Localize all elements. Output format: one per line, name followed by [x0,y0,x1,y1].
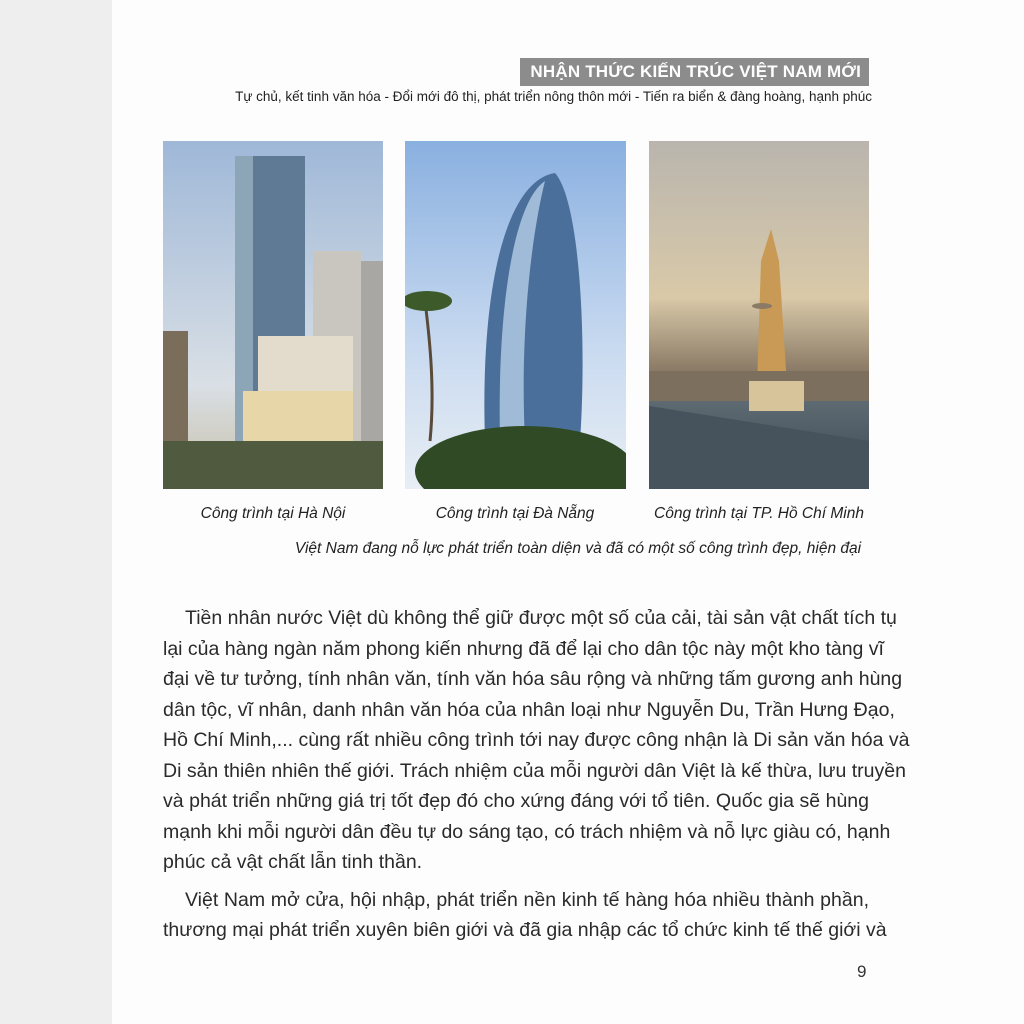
paragraph-line: dân tộc, vĩ nhân, danh nhân văn hóa của nhân loại như Nguyễn Du, Trần Hưng Đạo, [163,698,895,721]
photo-caption-hcmc: Công trình tại TP. Hồ Chí Minh [654,505,864,522]
chapter-title-banner: NHẬN THỨC KIẾN TRÚC VIỆT NAM MỚI [520,58,869,86]
body-text [163,603,910,946]
paragraph-line: đại về tư tưởng, tính nhân văn, tính văn hóa sâu rộng và những tấm gương anh hùng [163,668,903,690]
paragraph-line: lại của hàng ngàn năm phong kiến nhưng đã để lại cho dân tộc này một kho tàng vĩ [163,637,884,660]
chapter-subtitle: Tự chủ, kết tinh văn hóa - Đổi mới đô thị, phát triển nông thôn mới - Tiến ra biển & đàng hoàng, hạnh phúc [235,89,872,104]
hanoi-skyline-image [163,141,383,489]
photo-caption-hanoi: Công trình tại Hà Nội [200,505,346,522]
paragraph-line: Di sản thiên nhiên thế giới. Trách nhiệm của mỗi người dân Việt là kế thừa, lưu truyền [163,759,906,782]
paragraph-line: và phát triển những giá trị tốt đẹp đó cho xứng đáng với tổ tiên. Quốc gia sẽ hùng [163,790,869,812]
paragraph-line: Tiền nhân nước Việt dù không thể giữ được một số của cải, tài sản vật chất tích tụ [185,607,897,629]
book-page [112,0,1024,1024]
page-number: 9 [857,962,867,981]
photo-hanoi-building [163,141,383,489]
figure-caption: Việt Nam đang nỗ lực phát triển toàn diện và đã có một số công trình đẹp, hiện đại [294,540,862,557]
photo-danang-building [405,141,626,489]
photo-caption-danang: Công trình tại Đà Nẵng [435,505,595,522]
hcmc-tower-image [649,141,869,489]
paragraph-line: Hồ Chí Minh,... cùng rất nhiều công trình tới nay được công nhận là Di sản văn hóa và [163,729,910,751]
paragraph-line: phúc cả vật chất lẫn tinh thần. [163,851,423,873]
paragraph-line: Việt Nam mở cửa, hội nhập, phát triển nền kinh tế hàng hóa nhiều thành phần, [185,888,869,911]
danang-tower-image [405,141,626,489]
photo-hcmc-building [649,141,869,489]
paragraph-line: mạnh khi mỗi người dân đều tự do sáng tạo, có trách nhiệm và nỗ lực giàu có, hạnh [163,820,891,843]
paragraph-line: thương mại phát triển xuyên biên giới và đã gia nhập các tổ chức kinh tế thế giới và [163,919,887,941]
